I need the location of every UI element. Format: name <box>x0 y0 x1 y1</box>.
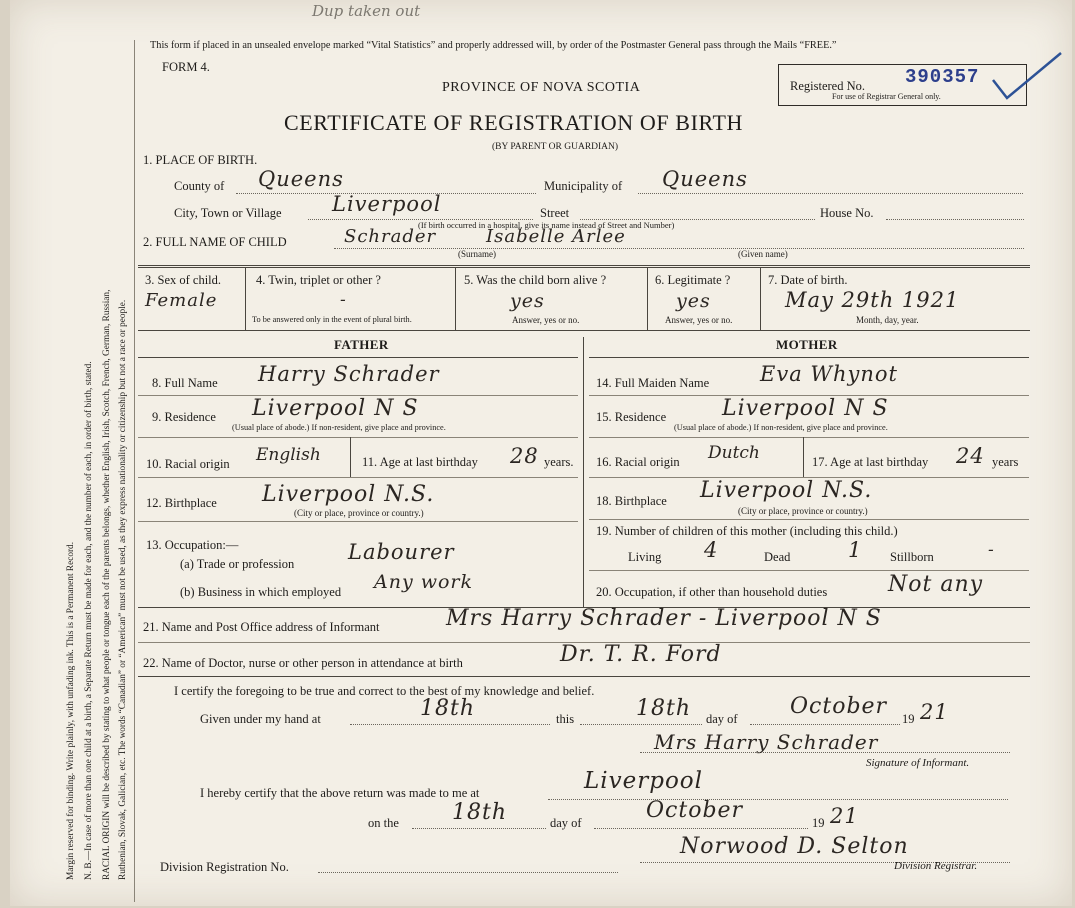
sex-value: Female <box>145 290 218 311</box>
registrar-day-of-label: day of <box>550 816 582 830</box>
certify-day-of-label: day of <box>706 712 738 726</box>
alive-value: yes <box>510 290 545 312</box>
father-occupation-label: 13. Occupation:— <box>146 538 239 552</box>
mother-children-label: 19. Number of children of this mother (including this child.) <box>596 524 898 538</box>
registrar-month-value: October <box>646 798 744 823</box>
doctor-label: 22. Name of Doctor, nurse or other person in attendance at birth <box>143 656 463 670</box>
margin-divider <box>134 40 135 902</box>
mother-occupation-value: Not any <box>888 572 984 597</box>
dead-value: 1 <box>848 538 863 562</box>
father-trade-label: (a) Trade or profession <box>180 557 295 571</box>
postal-notice: This form if placed in an unsealed envelope marked “Vital Statistics” and properly addressed will, by order of the Postmaster General pass through the Mails “FREE.” <box>150 40 837 51</box>
alive-note: Answer, yes or no. <box>512 315 580 325</box>
form-number: FORM 4. <box>162 60 210 74</box>
mother-name-value: Eva Whynot <box>760 362 898 386</box>
certify-year-value: 21 <box>920 700 949 724</box>
certify-statement: I certify the foregoing to be true and correct to the best of my knowledge and belief. <box>174 684 595 698</box>
house-label: House No. <box>820 206 874 220</box>
municipality-label: Municipality of <box>544 179 623 193</box>
municipality-value: Queens <box>662 167 748 191</box>
legitimate-note: Answer, yes or no. <box>665 315 733 325</box>
city-value: Liverpool <box>332 192 442 216</box>
check-mark-icon <box>985 50 1065 105</box>
page-title: CERTIFICATE OF REGISTRATION OF BIRTH <box>284 110 743 135</box>
margin-note-racial-origin-2: Ruthenian, Slovak, Galician, etc. The words “Canadian” or “American” must not be used, as they express nationality or citizenship but not a race or people. <box>118 299 128 880</box>
father-residence-value: Liverpool N S <box>252 396 419 421</box>
county-value: Queens <box>258 167 344 191</box>
given-name-caption: (Given name) <box>738 249 788 259</box>
informant-signature-caption: Signature of Informant. <box>866 757 970 769</box>
stillborn-label: Stillborn <box>890 550 934 564</box>
street-label: Street <box>540 206 570 220</box>
margin-note-multiple-births: N. B.—In case of more than one child at a birth, a Separate Return must be made for each, and the number of each, in order of birth, stated. <box>84 361 94 880</box>
mother-residence-value: Liverpool N S <box>722 396 889 421</box>
father-residence-label: 9. Residence <box>152 410 216 424</box>
certify-month-value: October <box>790 694 888 719</box>
registered-note: For use of Registrar General only. <box>832 92 941 101</box>
mother-birthplace-value: Liverpool N.S. <box>700 478 873 503</box>
dob-note: Month, day, year. <box>856 315 919 325</box>
sex-label: 3. Sex of child. <box>145 273 222 287</box>
father-age-unit: years. <box>544 455 574 469</box>
legitimate-value: yes <box>676 290 711 312</box>
dead-label: Dead <box>764 550 791 564</box>
father-residence-note: (Usual place of abode.) If non-resident, give place and province. <box>232 423 446 432</box>
child-surname: Schrader <box>344 226 437 247</box>
given-under-value: 18th <box>420 696 476 721</box>
mother-age-value: 24 <box>956 444 985 468</box>
division-registration-label: Division Registration No. <box>160 860 289 874</box>
dob-label: 7. Date of birth. <box>768 273 848 287</box>
place-heading: 1. PLACE OF BIRTH. <box>143 153 258 167</box>
father-race-label: 10. Racial origin <box>146 457 230 471</box>
mother-name-label: 14. Full Maiden Name <box>596 376 710 390</box>
page-subtitle: (BY PARENT OR GUARDIAN) <box>492 142 619 152</box>
mother-birthplace-note: (City or place, province or country.) <box>738 506 868 516</box>
mother-race-value: Dutch <box>708 443 760 463</box>
mother-heading: MOTHER <box>776 337 838 352</box>
mother-race-label: 16. Racial origin <box>596 455 680 469</box>
father-name-value: Harry Schrader <box>258 362 440 386</box>
county-label: County of <box>174 179 225 193</box>
stillborn-value: - <box>988 540 994 560</box>
margin-note-racial-origin-1: RACIAL ORIGIN will be described by stating to what people or tongue each of the parents belongs, whether English, Irish, Scotch, French, German, Russian, <box>102 289 112 880</box>
informant-signature: Mrs Harry Schrader <box>654 730 879 754</box>
twin-label: 4. Twin, triplet or other ? <box>256 273 381 287</box>
living-label: Living <box>628 550 662 564</box>
top-scribble: Dup taken out <box>312 2 421 20</box>
father-heading: FATHER <box>334 337 389 352</box>
street-note: (If birth occurred in a hospital, give its name instead of Street and Number) <box>418 220 675 230</box>
twin-note: To be answered only in the event of plural birth. <box>252 315 412 324</box>
father-business-label: (b) Business in which employed <box>180 585 342 599</box>
city-label: City, Town or Village <box>174 206 282 220</box>
registrar-year-value: 21 <box>830 804 859 828</box>
registered-label: Registered No. <box>790 79 865 93</box>
father-trade-value: Labourer <box>348 540 455 564</box>
registrar-statement: I hereby certify that the above return was made to me at <box>200 786 480 800</box>
child-given-name: Isabelle Arlee <box>486 226 626 247</box>
mother-occupation-label: 20. Occupation, if other than household duties <box>596 585 828 599</box>
registrar-signature-caption: Division Registrar. <box>894 860 978 872</box>
doctor-value: Dr. T. R. Ford <box>560 642 722 667</box>
mother-residence-label: 15. Residence <box>596 410 667 424</box>
registrar-place-value: Liverpool <box>584 768 704 794</box>
this-day-value: 18th <box>636 696 692 721</box>
father-name-label: 8. Full Name <box>152 376 218 390</box>
registrar-on-label: on the <box>368 816 399 830</box>
mother-residence-note: (Usual place of abode.) If non-resident, give place and province. <box>674 423 888 432</box>
living-value: 4 <box>704 538 719 562</box>
registered-number: 390357 <box>905 66 980 88</box>
father-age-label: 11. Age at last birthday <box>362 455 478 469</box>
registrar-year-prefix: 19 <box>812 816 825 830</box>
mother-age-label: 17. Age at last birthday <box>812 455 929 469</box>
father-race-value: English <box>256 445 321 465</box>
certify-year-prefix: 19 <box>902 712 915 726</box>
mother-birthplace-label: 18. Birthplace <box>596 494 667 508</box>
father-birthplace-value: Liverpool N.S. <box>262 482 435 507</box>
province-heading: PROVINCE OF NOVA SCOTIA <box>442 80 641 95</box>
twin-value: - <box>340 290 346 310</box>
margin-note-binding: Margin reserved for binding. Write plainly, with unfading ink. This is a Permanent Record. <box>66 541 76 880</box>
alive-label: 5. Was the child born alive ? <box>464 273 607 287</box>
registrar-signature: Norwood D. Selton <box>680 834 909 859</box>
legitimate-label: 6. Legitimate ? <box>655 273 731 287</box>
registrar-on-value: 18th <box>452 800 508 825</box>
this-label: this <box>556 712 575 726</box>
father-age-value: 28 <box>510 444 539 468</box>
father-birthplace-label: 12. Birthplace <box>146 496 217 510</box>
informant-label: 21. Name and Post Office address of Informant <box>143 620 380 634</box>
given-under-label: Given under my hand at <box>200 712 321 726</box>
dob-value: May 29th 1921 <box>785 288 960 312</box>
father-business-value: Any work <box>374 571 474 593</box>
mother-age-unit: years <box>992 455 1019 469</box>
informant-value: Mrs Harry Schrader - Liverpool N S <box>446 606 882 631</box>
surname-caption: (Surname) <box>458 249 496 259</box>
child-name-heading: 2. FULL NAME OF CHILD <box>143 235 287 249</box>
father-birthplace-note: (City or place, province or country.) <box>294 508 424 518</box>
